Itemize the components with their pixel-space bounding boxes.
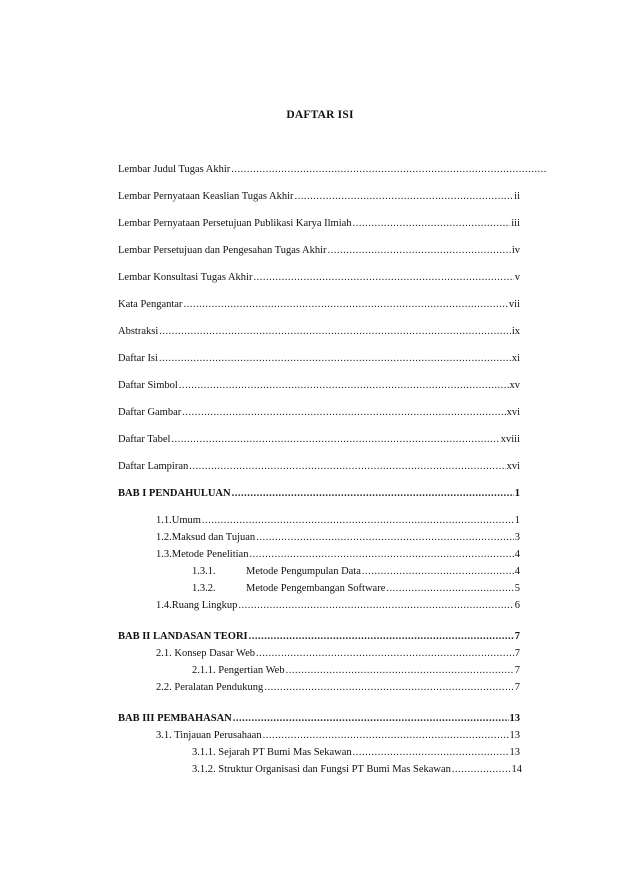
toc-section-label: 1.4.Ruang Lingkup [156,600,238,611]
toc-leader [263,729,509,743]
toc-entry-label: Lembar Judul Tugas Akhir [118,164,231,175]
toc-section [156,729,520,743]
toc-leader [238,599,513,613]
toc-leader [189,460,505,474]
toc-leader [232,487,514,501]
toc-leader [233,712,509,726]
toc-leader [183,298,507,312]
toc-subsection-page: 5 [514,583,520,594]
toc-section-label: 1.2.Maksud dan Tujuan [156,532,256,543]
toc-leader [231,163,547,177]
toc-leader [362,565,514,579]
toc-entry-page: ix [511,326,520,337]
toc-leader [452,763,511,777]
toc-chapter-3 [118,712,520,726]
toc-leader [171,433,499,447]
toc-entry [118,244,520,258]
toc-leader [256,531,514,545]
toc-section-label: 3.1. Tinjauan Perusahaan [156,730,262,741]
toc-entry [118,460,520,474]
toc-entry-page: xviii [500,434,520,445]
toc-section-page: 13 [509,730,520,741]
toc-subsection-page: 14 [511,764,522,775]
toc-leader [253,271,513,285]
toc-entry [118,217,520,231]
toc-chapter-page: 7 [514,631,520,642]
toc-leader [249,630,514,644]
toc-entry-label: Lembar Konsultasi Tugas Akhir [118,272,253,283]
toc-section-label: 1.1.Umum [156,515,201,526]
toc-subsection-label: 3.1.2. Struktur Organisasi dan Fungsi PT Bumi Mas Sekawan [192,764,451,775]
toc-entry-label: Daftar Simbol [118,380,178,391]
toc-entry [118,406,520,420]
toc-entry-page: xvi [506,461,520,472]
toc-subsection-page: 4 [514,566,520,577]
toc-entry-label: Lembar Persetujuan dan Pengesahan Tugas Akhir [118,245,327,256]
toc-entry-label: Daftar Lampiran [118,461,189,472]
toc-section-page: 6 [514,600,520,611]
toc-chapter-label: BAB III PEMBAHASAN [118,713,232,724]
toc-entry-page: iv [511,245,520,256]
toc-section-label: 1.3.Metode Penelitian [156,549,249,560]
toc-leader [159,352,511,366]
toc-subsection-page: 7 [514,665,520,676]
toc-entry-page: iii [511,218,520,229]
toc-leader [159,325,511,339]
toc-subsection-number: 1.3.2. [192,583,216,594]
toc-entry-label: Daftar Isi [118,353,158,364]
toc-subsection [192,582,520,596]
toc-leader [286,664,514,678]
toc-entry [118,298,520,312]
toc-leader [353,217,511,231]
toc-entry [118,190,520,204]
toc-entry [118,379,520,393]
toc-leader [295,190,514,204]
toc-section-page: 7 [514,682,520,693]
toc-section [156,548,520,562]
toc-leader [179,379,509,393]
toc-chapter-page: 1 [514,488,520,499]
toc-section-page: 3 [514,532,520,543]
toc-entry-page: xvi [506,407,520,418]
toc-subsection-label: Metode Pengembangan Software [246,583,386,594]
toc-leader [353,746,509,760]
toc-section-page: 4 [514,549,520,560]
toc-entry-page: vii [508,299,520,310]
toc-section [156,514,520,528]
toc-entry [118,352,520,366]
toc-entry [118,163,548,177]
toc-section-page: 7 [514,648,520,659]
toc-subsection [192,746,520,760]
toc-chapter-label: BAB II LANDASAN TEORI [118,631,248,642]
page-title: DAFTAR ISI [286,109,354,121]
toc-entry [118,433,520,447]
toc-subsection-label: 2.1.1. Pengertian Web [192,665,285,676]
toc-entry-label: Lembar Pernyataan Persetujuan Publikasi Karya Ilmiah [118,218,352,229]
toc-entry-label: Daftar Tabel [118,434,171,445]
toc-section [156,531,520,545]
toc-leader [249,548,513,562]
toc-leader [182,406,505,420]
toc-entry-label: Daftar Gambar [118,407,182,418]
toc-chapter-1 [118,487,520,501]
toc-entry-label: Abstraksi [118,326,159,337]
toc-subsection [192,763,522,777]
toc-chapter-page: 13 [509,713,520,724]
toc-entry-page: v [514,272,520,283]
toc-chapter-label: BAB I PENDAHULUAN [118,488,231,499]
toc-entry-page: ii [514,191,520,202]
toc-entry-label: Kata Pengantar [118,299,183,310]
toc-entry [118,271,520,285]
toc-subsection-page: 13 [509,747,520,758]
toc-leader [386,582,513,596]
toc-section-page: 1 [514,515,520,526]
toc-subsection-label: 3.1.1. Sejarah PT Bumi Mas Sekawan [192,747,352,758]
toc-leader [256,647,514,661]
toc-entry-label: Lembar Pernyataan Keaslian Tugas Akhir [118,191,294,202]
toc-subsection [192,664,520,678]
toc-section [156,647,520,661]
toc-subsection-label: Metode Pengumpulan Data [246,566,361,577]
toc-entry-page: xv [509,380,520,391]
toc-entry [118,325,520,339]
toc-section-label: 2.1. Konsep Dasar Web [156,648,255,659]
toc-section-label: 2.2. Peralatan Pendukung [156,682,264,693]
toc-chapter-2 [118,630,520,644]
toc-section [156,599,520,613]
toc-subsection-number: 1.3.1. [192,566,216,577]
toc-section [156,681,520,695]
toc-leader [202,514,514,528]
toc-leader [264,681,513,695]
toc-entry-page: xi [511,353,520,364]
toc-leader [328,244,511,258]
toc-subsection [192,565,520,579]
